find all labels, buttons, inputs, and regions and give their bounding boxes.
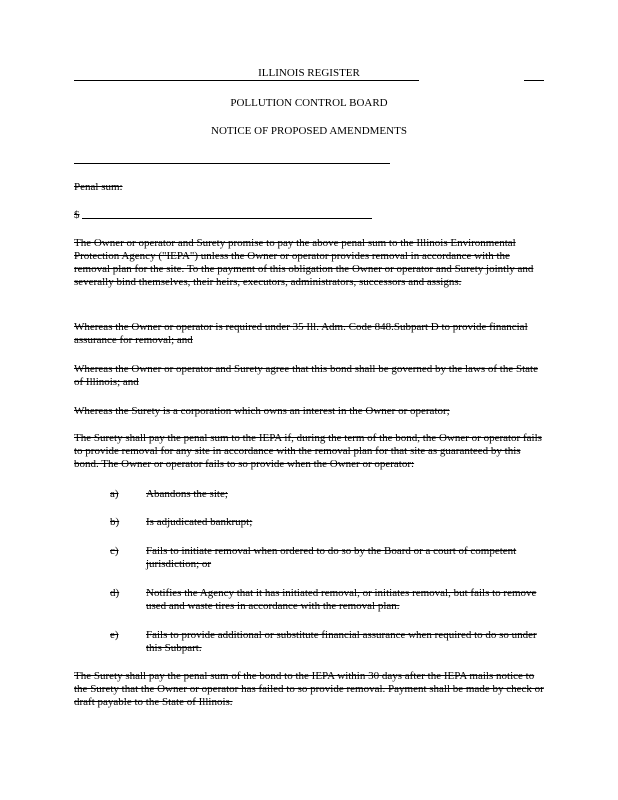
header-rule-left (74, 80, 419, 81)
register-title: ILLINOIS REGISTER (258, 67, 360, 79)
paragraph-promise (74, 237, 546, 289)
paragraph-surety-pay-text: The Surety shall pay the penal sum to the IEPA if, during the term of the bond, the Owner or operator fails to provide removal for any site in accordance with the removal plan for that site as guaranteed by this bond. The Owner or operator fails to so provide when the Owner or operator: (74, 432, 542, 470)
notice-title: NOTICE OF PROPOSED AMENDMENTS (211, 125, 407, 137)
list-item-letter: e) (110, 629, 119, 641)
paragraph-whereas-corporation (74, 405, 546, 418)
paragraph-promise-text: The Owner or operator and Surety promise to pay the above penal sum to the Illinois Environmental Protection Agency ("IEPA") unless the Owner or operator provides removal in accordance with the removal plan for the site. To the payment of this obligation the Owner or operator and Surety jointly and severally bind themselves, their heirs, executors, administrators, successors and assigns. (74, 237, 534, 288)
list-item-letter: d) (110, 587, 120, 599)
paragraph-whereas-governed (74, 363, 546, 389)
list-item: Fails to provide additional or substitute financial assurance when required to do so under this Subpart. (146, 629, 537, 654)
paragraph-whereas-corporation-text: Whereas the Surety is a corporation which owns an interest in the Owner or operator; (74, 405, 450, 417)
blank-line-1 (74, 163, 390, 164)
paragraph-whereas-governed-text: Whereas the Owner or operator and Surety agree that this bond shall be governed by the laws of the State of Illinois; and (74, 363, 538, 388)
paragraph-surety-penal-sum (74, 670, 546, 709)
list-item-letter: b) (110, 516, 120, 528)
paragraph-surety-pay (74, 432, 546, 471)
penal-sum-blank (82, 218, 372, 219)
paragraph-whereas-required (74, 321, 546, 347)
list-item: Notifies the Agency that it has initiated removal, or initiates removal, but fails to remove used and waste tires in accordance with the removal plan. (146, 587, 537, 612)
list-item: Is adjudicated bankrupt; (146, 516, 253, 528)
dollar-sign: $ (74, 209, 80, 221)
board-title: POLLUTION CONTROL BOARD (230, 97, 388, 109)
paragraph-surety-penal-sum-text: The Surety shall pay the penal sum of the bond to the IEPA within 30 days after the IEPA mails notice to the Surety that the Owner or operator has failed to so provide removal. Payment shall be made by check or draft payable to the State of Illinois. (74, 670, 544, 708)
list-item-letter: c) (110, 545, 119, 557)
header-rule-right (524, 80, 544, 81)
penal-sum-label: Penal sum: (74, 181, 123, 193)
list-item-letter: a) (110, 488, 119, 500)
list-item: Fails to initiate removal when ordered to do so by the Board or a court of competent jurisdiction; or (146, 545, 517, 570)
paragraph-whereas-required-text: Whereas the Owner or operator is required under 35 Ill. Adm. Code 848.Subpart D to provide financial assurance for removal; and (74, 321, 528, 346)
list-item: Abandons the site; (146, 488, 228, 500)
